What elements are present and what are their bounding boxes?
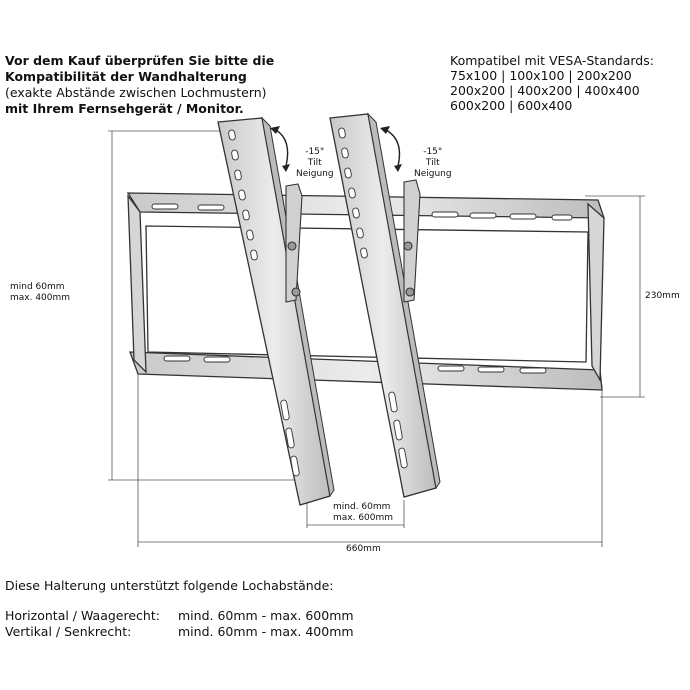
footer-intro: Diese Halterung unterstützt folgende Lochabstände:: [5, 578, 334, 593]
vesa-title: Kompatibel mit VESA-Standards:: [450, 53, 654, 68]
neigung-text: Neigung: [296, 169, 334, 179]
tilt-text: Tilt: [307, 158, 322, 168]
vertical-row-label: Vertikal / Senkrecht:: [5, 624, 132, 639]
vesa-row-1: 75x100 | 100x100 | 200x200: [450, 68, 632, 83]
tilt-label-left: [296, 147, 334, 180]
note-line-2: Kompatibilität der Wandhalterung: [5, 69, 247, 84]
tilt-text: Tilt: [425, 158, 440, 168]
horizontal-min: mind. 60mm: [333, 502, 391, 512]
tilt-label-right: [414, 147, 452, 180]
height-label: 230mm: [645, 291, 680, 301]
vertical-min: mind 60mm: [10, 282, 65, 292]
vesa-row-3: 600x200 | 600x400: [450, 98, 573, 113]
vertical-range-label: [10, 282, 70, 304]
note-line-4: mit Ihrem Fernsehgerät / Monitor.: [5, 101, 244, 116]
horizontal-row-value: mind. 60mm - max. 600mm: [178, 608, 354, 623]
vertical-row-value: mind. 60mm - max. 400mm: [178, 624, 354, 639]
note-line-1: Vor dem Kauf überprüfen Sie bitte die: [5, 53, 275, 68]
vertical-max: max. 400mm: [10, 293, 71, 303]
vesa-row-2: 200x200 | 400x200 | 400x400: [450, 83, 640, 98]
width-label: 660mm: [346, 544, 381, 554]
horizontal-row-label: Horizontal / Waagerecht:: [5, 608, 160, 623]
tilt-angle: -15°: [305, 147, 325, 157]
horizontal-max: max. 600mm: [333, 513, 394, 523]
note-line-3: (exakte Abstände zwischen Lochmustern): [5, 85, 267, 100]
horizontal-range-label: [333, 502, 393, 524]
tilt-angle: -15°: [423, 147, 443, 157]
neigung-text: Neigung: [414, 169, 452, 179]
